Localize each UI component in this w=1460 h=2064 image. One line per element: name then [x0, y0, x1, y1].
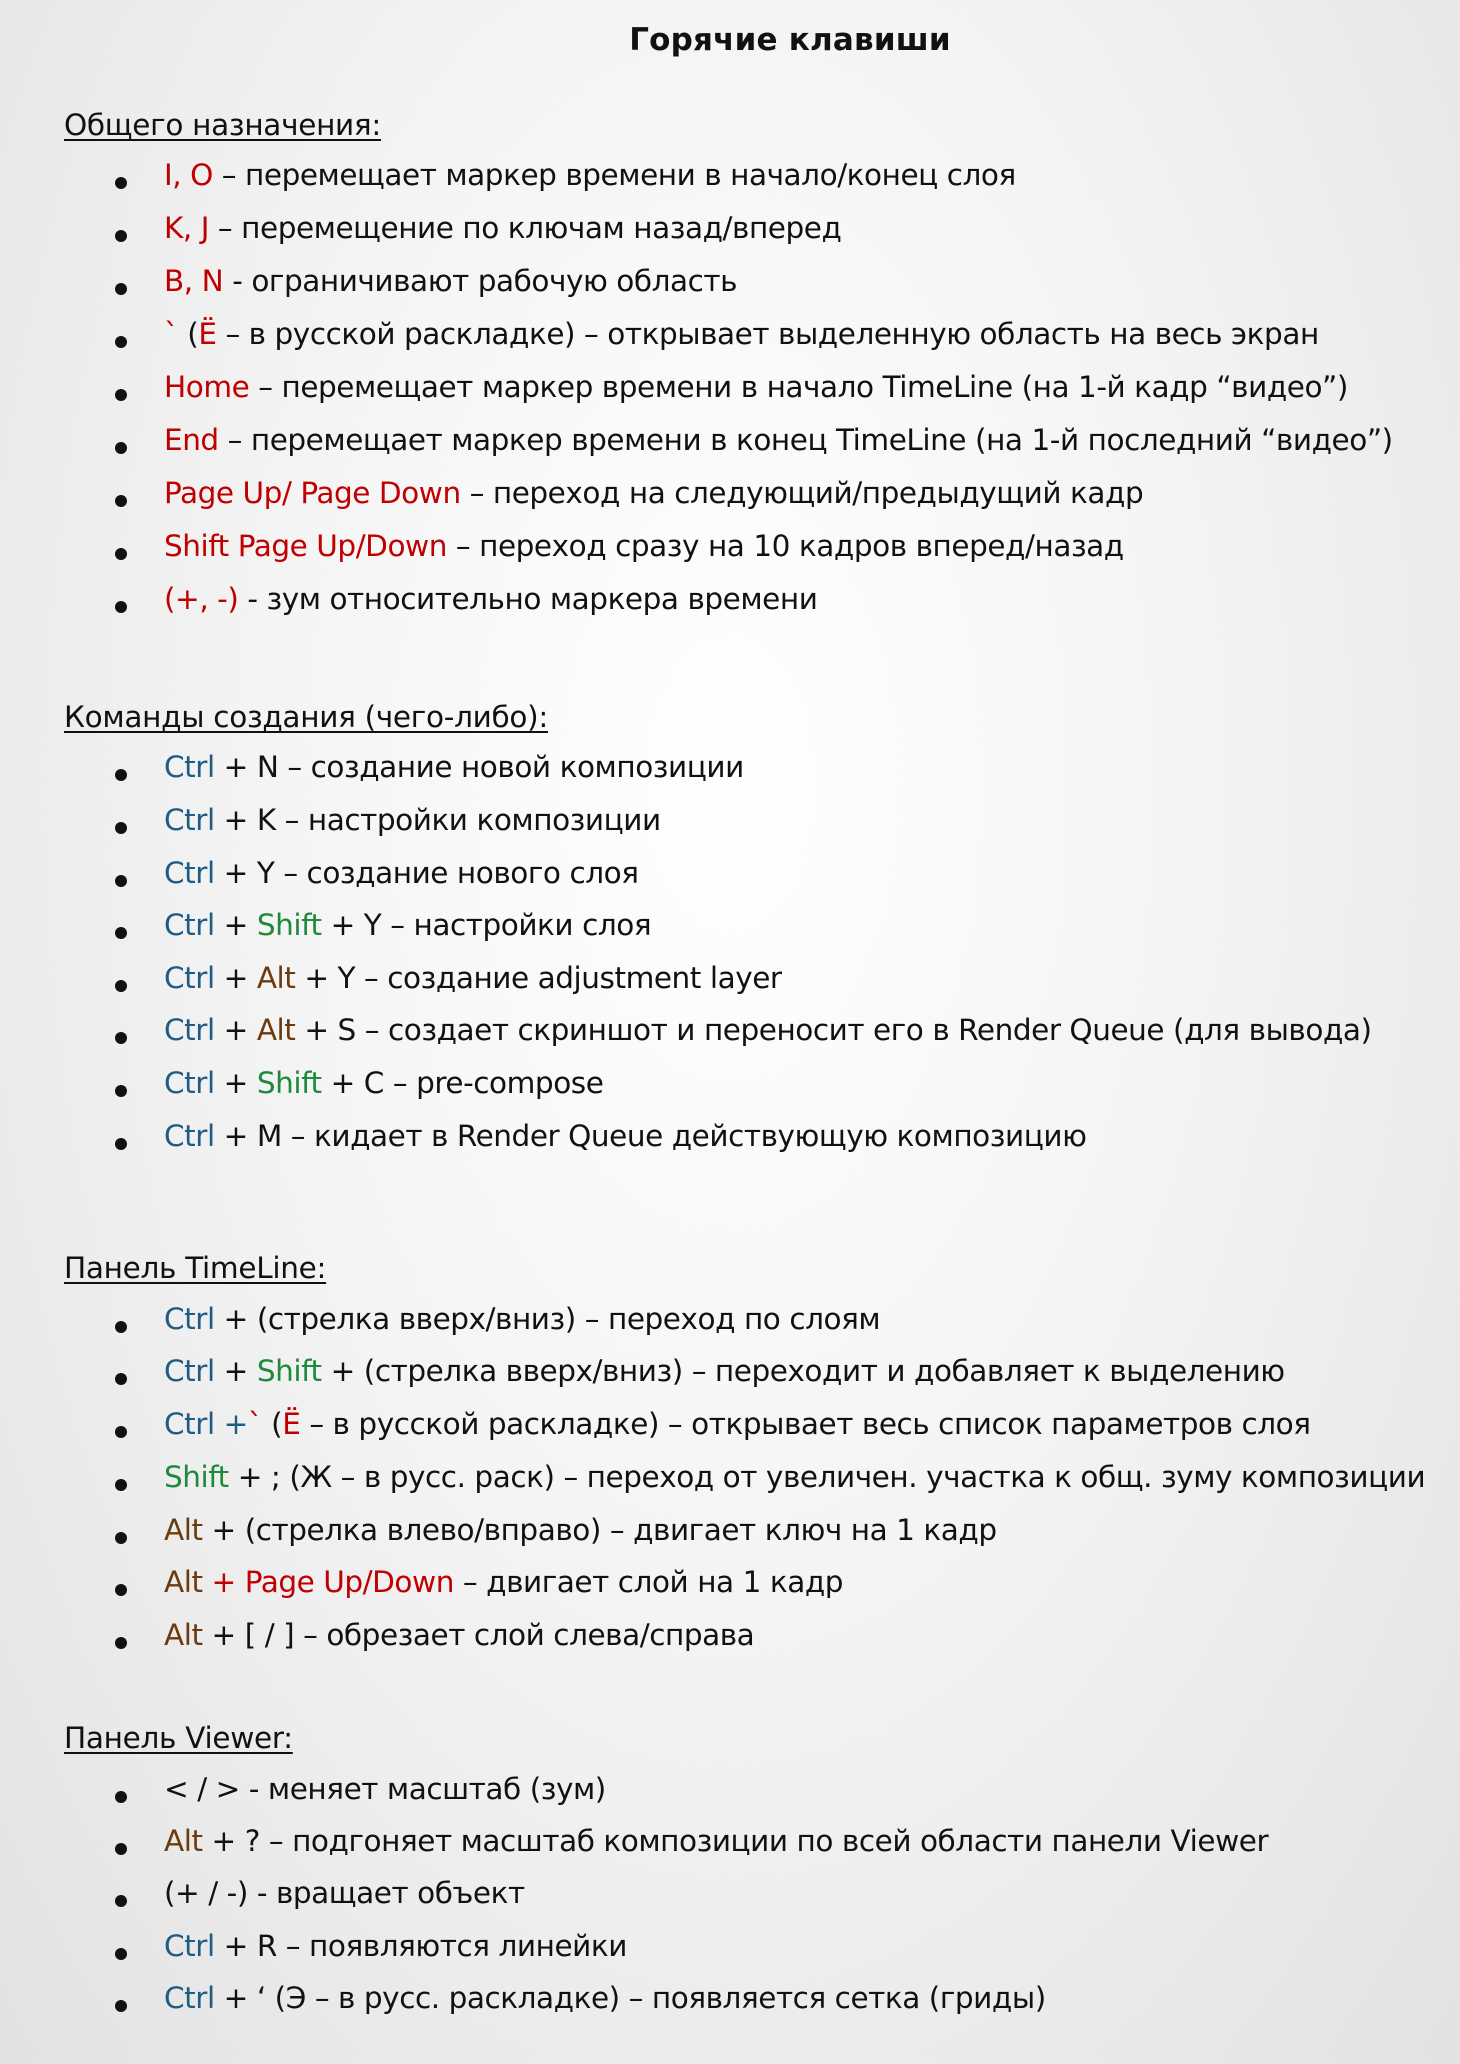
shortcut-key-text: ` — [247, 1407, 263, 1441]
shortcut-key-text: Ё — [282, 1407, 301, 1441]
bullet-icon — [115, 980, 127, 992]
description-text: + — [214, 1066, 257, 1100]
shortcut-key-text: Alt — [256, 1013, 296, 1047]
shortcut-key-text: Shift — [256, 1354, 322, 1388]
bullet-icon — [115, 177, 127, 189]
list-item — [164, 211, 841, 245]
bullet-icon — [115, 1532, 127, 1544]
description-text: + [ / ] – обрезает слой слева/справа — [202, 1618, 755, 1652]
bullet-icon — [115, 336, 127, 348]
shortcut-key-text: End — [164, 423, 219, 457]
description-text: + C – pre-compose — [321, 1066, 604, 1100]
bullet-icon — [115, 1637, 127, 1649]
shortcut-key-text: (+, -) — [164, 582, 239, 616]
bullet-icon — [115, 1373, 127, 1385]
shortcut-key-text: Ctrl — [164, 961, 215, 995]
bullet-icon — [115, 769, 127, 781]
list-item — [164, 529, 1124, 563]
shortcut-key-text: Alt — [164, 1824, 203, 1858]
shortcut-key-text: Ctrl — [164, 856, 215, 890]
list-item — [164, 582, 817, 616]
list-item — [164, 750, 744, 784]
description-text: – перемещает маркер времени в начало TimeLine (на 1-й кадр “видео”) — [249, 370, 1348, 404]
bullet-icon — [115, 1032, 127, 1044]
bullet-icon — [115, 1426, 127, 1438]
shortcut-key-text: Shift Page Up/Down — [164, 529, 447, 563]
shortcut-key-text: B, N — [164, 264, 224, 298]
list-item — [164, 317, 1319, 351]
bullet-icon — [115, 2000, 127, 2012]
list-item — [164, 1876, 525, 1910]
shortcut-key-text: Ctrl — [164, 1981, 215, 2015]
shortcut-key-text: Ctrl + — [164, 1407, 248, 1441]
document-title: Горячие клавиши — [629, 22, 951, 58]
shortcut-key-text: Page Up/ Page Down — [164, 476, 461, 510]
bullet-icon — [115, 1843, 127, 1855]
bullet-icon — [115, 548, 127, 560]
list-item — [164, 1302, 880, 1336]
description-text: – перемещает маркер времени в начало/конец слоя — [212, 158, 1016, 192]
shortcut-key-text: Ctrl — [164, 1066, 215, 1100]
list-item — [164, 1066, 603, 1100]
bullet-icon — [115, 601, 127, 613]
bullet-icon — [115, 1479, 127, 1491]
description-text: – переход на следующий/предыдущий кадр — [460, 476, 1144, 510]
description-text: + Y – создание adjustment layer — [295, 961, 782, 995]
shortcut-key-text: Alt — [164, 1618, 203, 1652]
description-text: - ограничивают рабочую область — [223, 264, 738, 298]
shortcut-key-text: Shift — [256, 908, 322, 942]
list-item — [164, 476, 1143, 510]
list-item — [164, 803, 661, 837]
description-text: + — [214, 908, 257, 942]
bullet-icon — [115, 1584, 127, 1596]
description-text: + M – кидает в Render Queue действующую композицию — [214, 1119, 1087, 1153]
bullet-icon — [115, 1321, 127, 1333]
section-heading: Общего назначения: — [64, 108, 382, 142]
description-text: + Y – создание нового слоя — [214, 856, 639, 890]
shortcut-key-text: Ctrl — [164, 1302, 215, 1336]
bullet-icon — [115, 389, 127, 401]
list-item — [164, 1981, 1046, 2015]
list-item — [164, 158, 1016, 192]
list-item — [164, 264, 737, 298]
list-item — [164, 1119, 1086, 1153]
list-item — [164, 1354, 1285, 1388]
list-item — [164, 908, 651, 942]
description-text: + Y – настройки слоя — [321, 908, 652, 942]
list-item — [164, 1013, 1372, 1047]
description-text: + N – создание новой композиции — [214, 750, 744, 784]
list-item — [164, 1513, 997, 1547]
section-heading: Панель TimeLine: — [64, 1251, 327, 1285]
description-text: – перемещение по ключам назад/вперед — [209, 211, 842, 245]
description-text: + ‘ (Э – в русс. раскладке) – появляется сетка (гриды) — [214, 1981, 1046, 2015]
shortcut-key-text: Ctrl — [164, 1119, 215, 1153]
list-item — [164, 1565, 843, 1599]
section-heading: Панель Viewer: — [64, 1721, 293, 1755]
description-text: + R – появляются линейки — [214, 1929, 627, 1963]
shortcut-key-text: + Page Up/Down — [202, 1565, 454, 1599]
description-text: + K – настройки композиции — [214, 803, 661, 837]
shortcut-key-text: ` — [164, 317, 179, 351]
shortcut-key-text: Ctrl — [164, 908, 215, 942]
bullet-icon — [115, 1948, 127, 1960]
shortcut-key-text: Shift — [164, 1460, 229, 1494]
description-text: + — [214, 961, 257, 995]
description-text: + ; (Ж – в русс. раск) – переход от увеличен. участка к общ. зуму композиции — [228, 1460, 1426, 1494]
list-item — [164, 1929, 627, 1963]
bullet-icon — [115, 822, 127, 834]
bullet-icon — [115, 495, 127, 507]
description-text: (+ / -) - вращает объект — [164, 1876, 525, 1910]
bullet-icon — [115, 1138, 127, 1150]
list-item — [164, 1460, 1425, 1494]
description-text: + — [214, 1013, 257, 1047]
bullet-icon — [115, 283, 127, 295]
list-item — [164, 1824, 1268, 1858]
description-text: ( — [178, 317, 199, 351]
description-text: – переход сразу на 10 кадров вперед/назад — [446, 529, 1124, 563]
description-text: - зум относительно маркера времени — [238, 582, 818, 616]
description-text: + ? – подгоняет масштаб композиции по всей области панели Viewer — [202, 1824, 1269, 1858]
description-text: ( — [262, 1407, 283, 1441]
bullet-icon — [115, 1791, 127, 1803]
description-text: + — [214, 1354, 257, 1388]
list-item — [164, 1407, 1311, 1441]
bullet-icon — [115, 1085, 127, 1097]
list-item — [164, 370, 1348, 404]
bullet-icon — [115, 230, 127, 242]
description-text: + (стрелка вверх/вниз) – переход по слоям — [214, 1302, 881, 1336]
list-item — [164, 1772, 606, 1806]
description-text: + (стрелка вверх/вниз) – переходит и добавляет к выделению — [321, 1354, 1285, 1388]
description-text: – в русской раскладке) – открывает весь список параметров слоя — [300, 1407, 1311, 1441]
description-text: + (стрелка влево/вправо) – двигает ключ на 1 кадр — [202, 1513, 997, 1547]
shortcut-key-text: Home — [164, 370, 250, 404]
list-item — [164, 1618, 754, 1652]
list-item — [164, 961, 782, 995]
bullet-icon — [115, 875, 127, 887]
description-text: – в русской раскладке) – открывает выделенную область на весь экран — [216, 317, 1319, 351]
bullet-icon — [115, 927, 127, 939]
list-item — [164, 423, 1393, 457]
shortcut-key-text: K, J — [164, 211, 209, 245]
description-text: – двигает слой на 1 кадр — [453, 1565, 844, 1599]
bullet-icon — [115, 1895, 127, 1907]
shortcut-key-text: Shift — [256, 1066, 322, 1100]
description-text: + S – создает скриншот и переносит его в Render Queue (для вывода) — [295, 1013, 1372, 1047]
shortcut-key-text: Ё — [198, 317, 217, 351]
shortcut-key-text: Ctrl — [164, 803, 215, 837]
shortcut-key-text: Alt — [164, 1513, 203, 1547]
section-heading: Команды создания (чего-либо): — [64, 700, 548, 734]
shortcut-key-text: Alt — [256, 961, 296, 995]
shortcut-key-text: I, O — [164, 158, 213, 192]
bullet-icon — [115, 442, 127, 454]
description-text: < / > - меняет масштаб (зум) — [164, 1772, 606, 1806]
description-text: – перемещает маркер времени в конец TimeLine (на 1-й последний “видео”) — [218, 423, 1393, 457]
shortcut-key-text: Ctrl — [164, 1013, 215, 1047]
shortcut-key-text: Ctrl — [164, 1929, 215, 1963]
shortcut-key-text: Ctrl — [164, 750, 215, 784]
shortcut-key-text: Alt — [164, 1565, 203, 1599]
shortcut-key-text: Ctrl — [164, 1354, 215, 1388]
list-item — [164, 856, 639, 890]
